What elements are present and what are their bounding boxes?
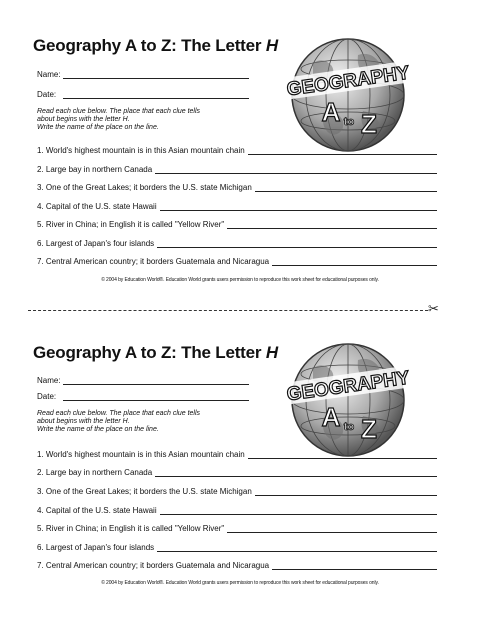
date-line[interactable] [63,98,249,99]
answer-line[interactable] [155,470,437,477]
scissors-icon: ✂ [428,301,439,316]
answer-line[interactable] [155,167,437,174]
logo-letter-a: A [321,97,341,127]
date-field[interactable] [37,90,61,99]
clue-row: 5. River in China; in English it is called "Yellow River" [37,524,437,533]
clue-row: 6. Largest of Japan's four islands [37,543,437,552]
page-title: Geography A to Z: The Letter H [33,36,278,55]
date-field[interactable] [37,392,61,401]
title-letter: H [265,36,278,55]
logo-to: to [343,116,355,128]
clue-row: 6. Largest of Japan's four islands [37,239,437,248]
logo-word: GEOGRAPHY [285,367,411,406]
name-label: Name: [37,376,61,385]
name-field[interactable] [37,70,61,79]
worksheet-bottom [0,310,480,600]
answer-line[interactable] [160,508,437,515]
clue-row: 4. Capital of the U.S. state Hawaii [37,506,437,515]
answer-line[interactable] [160,204,437,211]
clue-row: 2. Large bay in northern Canada [37,165,437,174]
logo-letter-a: A [321,402,341,432]
answer-line[interactable] [227,222,437,229]
logo-letter-z: Z [361,414,377,444]
copyright-notice: © 2004 by Education World®. Education World grants users permission to reproduce this work sheet for educational purposes only. [101,580,379,586]
date-label: Date: [37,392,57,401]
answer-line[interactable] [272,259,437,266]
title-letter: H [265,343,278,362]
name-line[interactable] [63,384,249,385]
name-label: Name: [37,70,61,79]
clue-row: 1. World's highest mountain is in this Asian mountain chain [37,450,437,459]
clue-row: 2. Large bay in northern Canada [37,468,437,477]
geography-globe-logo [283,33,413,158]
page-title: Geography A to Z: The Letter H [33,343,278,362]
answer-line[interactable] [255,489,437,496]
logo-word: GEOGRAPHY [285,62,411,101]
instructions: Read each clue below. The place that each clue tells about begins with the letter H. Write the name of the place on the line. [37,108,201,131]
instructions: Read each clue below. The place that each clue tells about begins with the letter H. Write the name of the place on the line. [37,410,201,433]
clue-row: 4. Capital of the U.S. state Hawaii [37,202,437,211]
logo-letter-z: Z [361,109,377,139]
worksheet-top [0,0,480,290]
clue-row: 7. Central American country; it borders Guatemala and Nicaragua [37,257,437,266]
clue-row: 3. One of the Great Lakes; it borders the U.S. state Michigan [37,183,437,192]
answer-line[interactable] [157,545,437,552]
answer-line[interactable] [272,563,437,570]
clue-row: 1. World's highest mountain is in this Asian mountain chain [37,146,437,155]
date-label: Date: [37,90,57,99]
name-field[interactable] [37,376,61,385]
answer-line[interactable] [227,526,437,533]
clue-row: 3. One of the Great Lakes; it borders the U.S. state Michigan [37,487,437,496]
logo-to: to [343,421,355,433]
date-line[interactable] [63,400,249,401]
clue-row: 5. River in China; in English it is called "Yellow River" [37,220,437,229]
answer-line[interactable] [255,185,437,192]
clue-row: 7. Central American country; it borders Guatemala and Nicaragua [37,561,437,570]
copyright-notice: © 2004 by Education World®. Education World grants users permission to reproduce this work sheet for educational purposes only. [101,277,379,283]
answer-line[interactable] [157,241,437,248]
geography-globe-logo [283,338,413,463]
name-line[interactable] [63,78,249,79]
